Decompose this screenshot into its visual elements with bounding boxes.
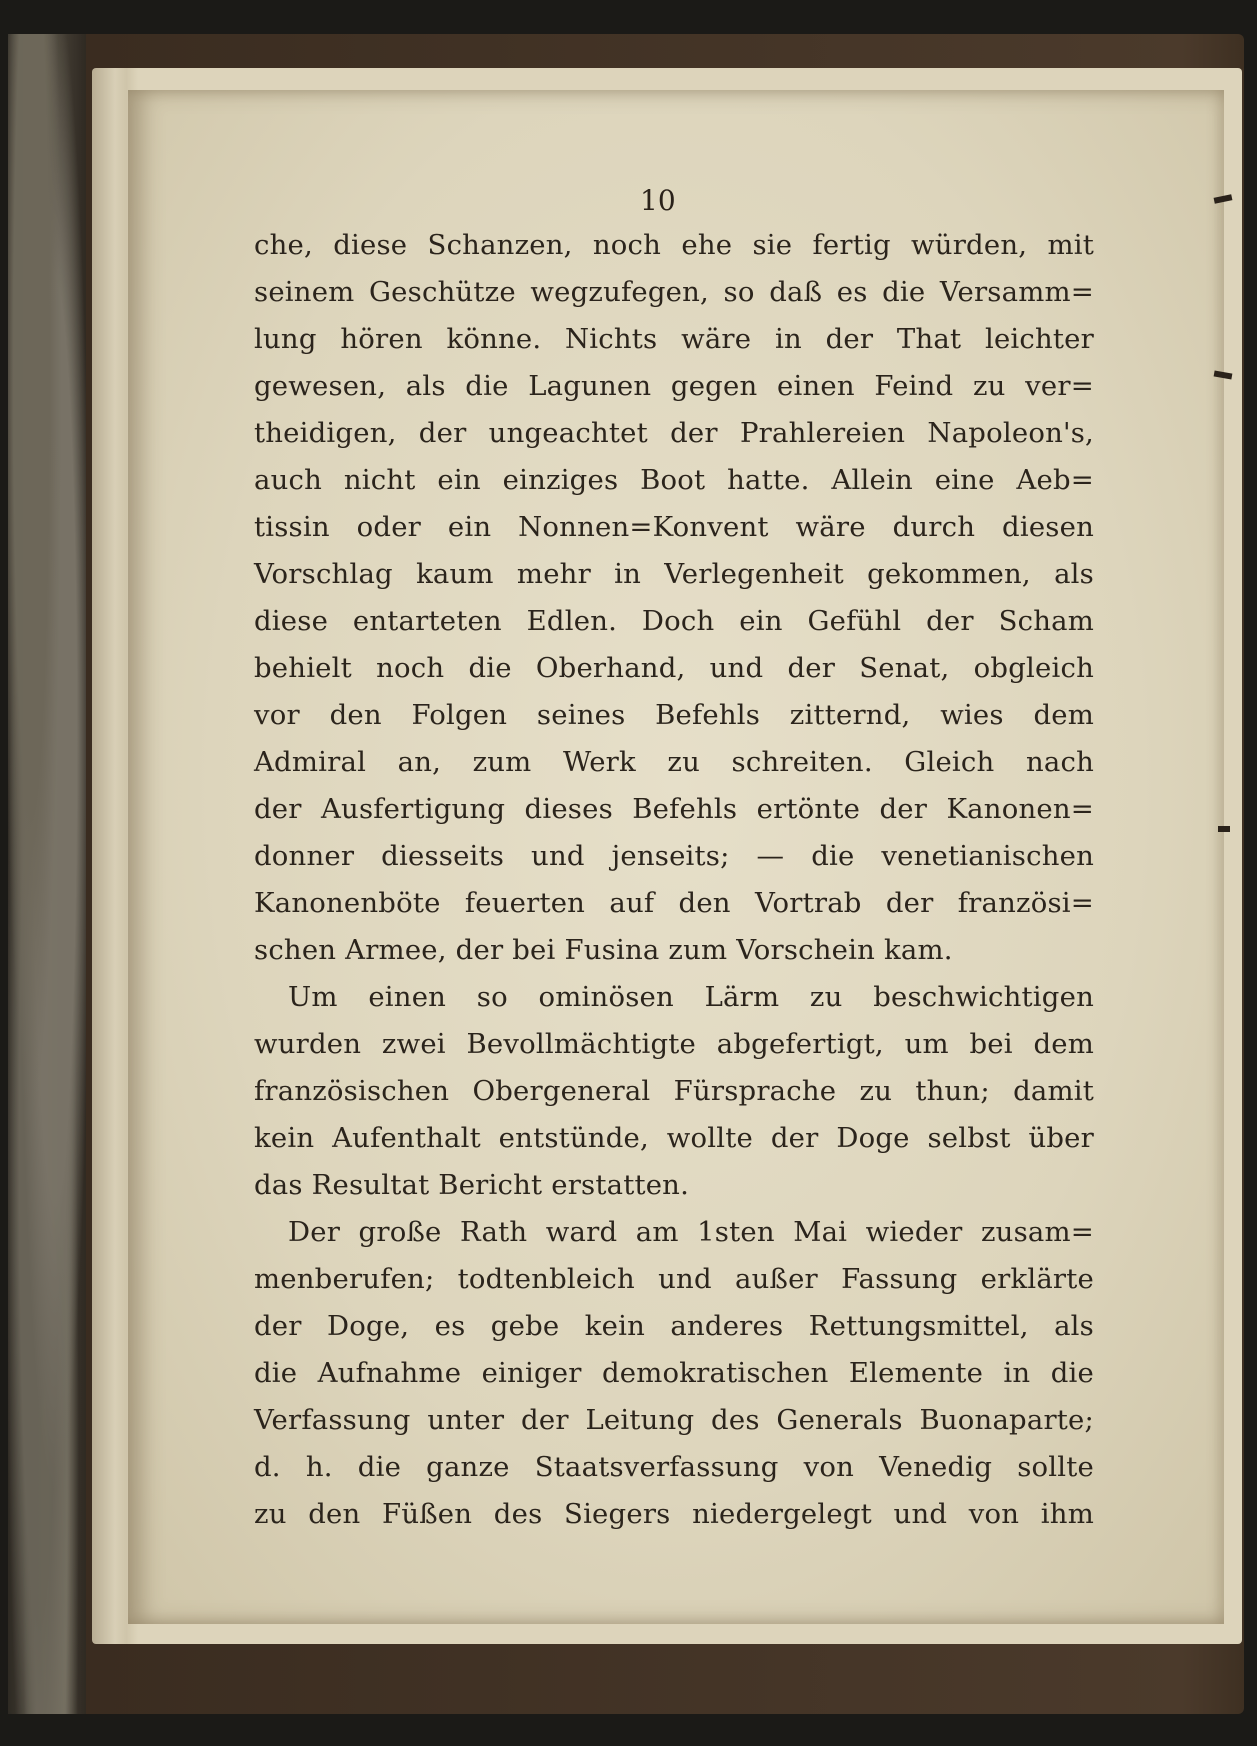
text-line: gewesen, als die Lagunen gegen einen Feind zu ver= <box>254 370 1094 402</box>
text-line: Der große Rath ward am 1sten Mai wieder zusam= <box>288 1216 1094 1248</box>
text-line: schen Armee, der bei Fusina zum Vorschein kam. <box>254 934 953 966</box>
marbled-spine <box>8 34 86 1714</box>
text-line: französischen Obergeneral Fürsprache zu thun; damit <box>254 1075 1094 1107</box>
text-line: menberufen; todtenbleich und außer Fassung erklärte <box>254 1263 1094 1295</box>
text-line: seinem Geschütze wegzufegen, so daß es die Versamm= <box>254 276 1094 308</box>
text-line: der Ausfertigung dieses Befehls ertönte der Kanonen= <box>254 793 1094 825</box>
text-line: Vorschlag kaum mehr in Verlegenheit gekommen, als <box>254 558 1094 590</box>
text-line: Verfassung unter der Leitung des Generals Buonaparte; <box>254 1404 1094 1436</box>
text-line: tissin oder ein Nonnen=Konvent wäre durch diesen <box>254 511 1094 543</box>
text-line: wurden zwei Bevollmächtigte abgefertigt, um bei dem <box>254 1028 1094 1060</box>
text-line: Um einen so ominösen Lärm zu beschwichtigen <box>288 981 1094 1013</box>
text-line: das Resultat Bericht erstatten. <box>254 1169 690 1201</box>
page-number: 10 <box>640 184 676 217</box>
text-line: auch nicht ein einziges Boot hatte. Allein eine Aeb= <box>254 464 1094 496</box>
text-line: theidigen, der ungeachtet der Prahlereien Napoleon's, <box>254 417 1094 449</box>
text-line: der Doge, es gebe kein anderes Rettungsmittel, als <box>254 1310 1094 1342</box>
text-line: lung hören könne. Nichts wäre in der That leichter <box>254 323 1094 355</box>
text-line: kein Aufenthalt entstünde, wollte der Doge selbst über <box>254 1122 1094 1154</box>
text-line: Admiral an, zum Werk zu schreiten. Gleich nach <box>254 746 1094 778</box>
text-line: donner diesseits und jenseits; — die venetianischen <box>254 840 1094 872</box>
text-line: zu den Füßen des Siegers niedergelegt und von ihm <box>254 1498 1094 1530</box>
text-line: vor den Folgen seines Befehls zitternd, wies dem <box>254 699 1094 731</box>
text-line: behielt noch die Oberhand, und der Senat, obgleich <box>254 652 1094 684</box>
page-text <box>254 222 1094 1538</box>
text-line: Kanonenböte feuerten auf den Vortrab der französi= <box>254 887 1094 919</box>
text-line: diese entarteten Edlen. Doch ein Gefühl der Scham <box>254 605 1094 637</box>
margin-mark <box>1218 826 1230 832</box>
text-line: die Aufnahme einiger demokratischen Elemente in die <box>254 1357 1094 1389</box>
text-line: d. h. die ganze Staatsverfassung von Venedig sollte <box>254 1451 1094 1483</box>
text-line: che, diese Schanzen, noch ehe sie fertig würden, mit <box>254 229 1094 261</box>
